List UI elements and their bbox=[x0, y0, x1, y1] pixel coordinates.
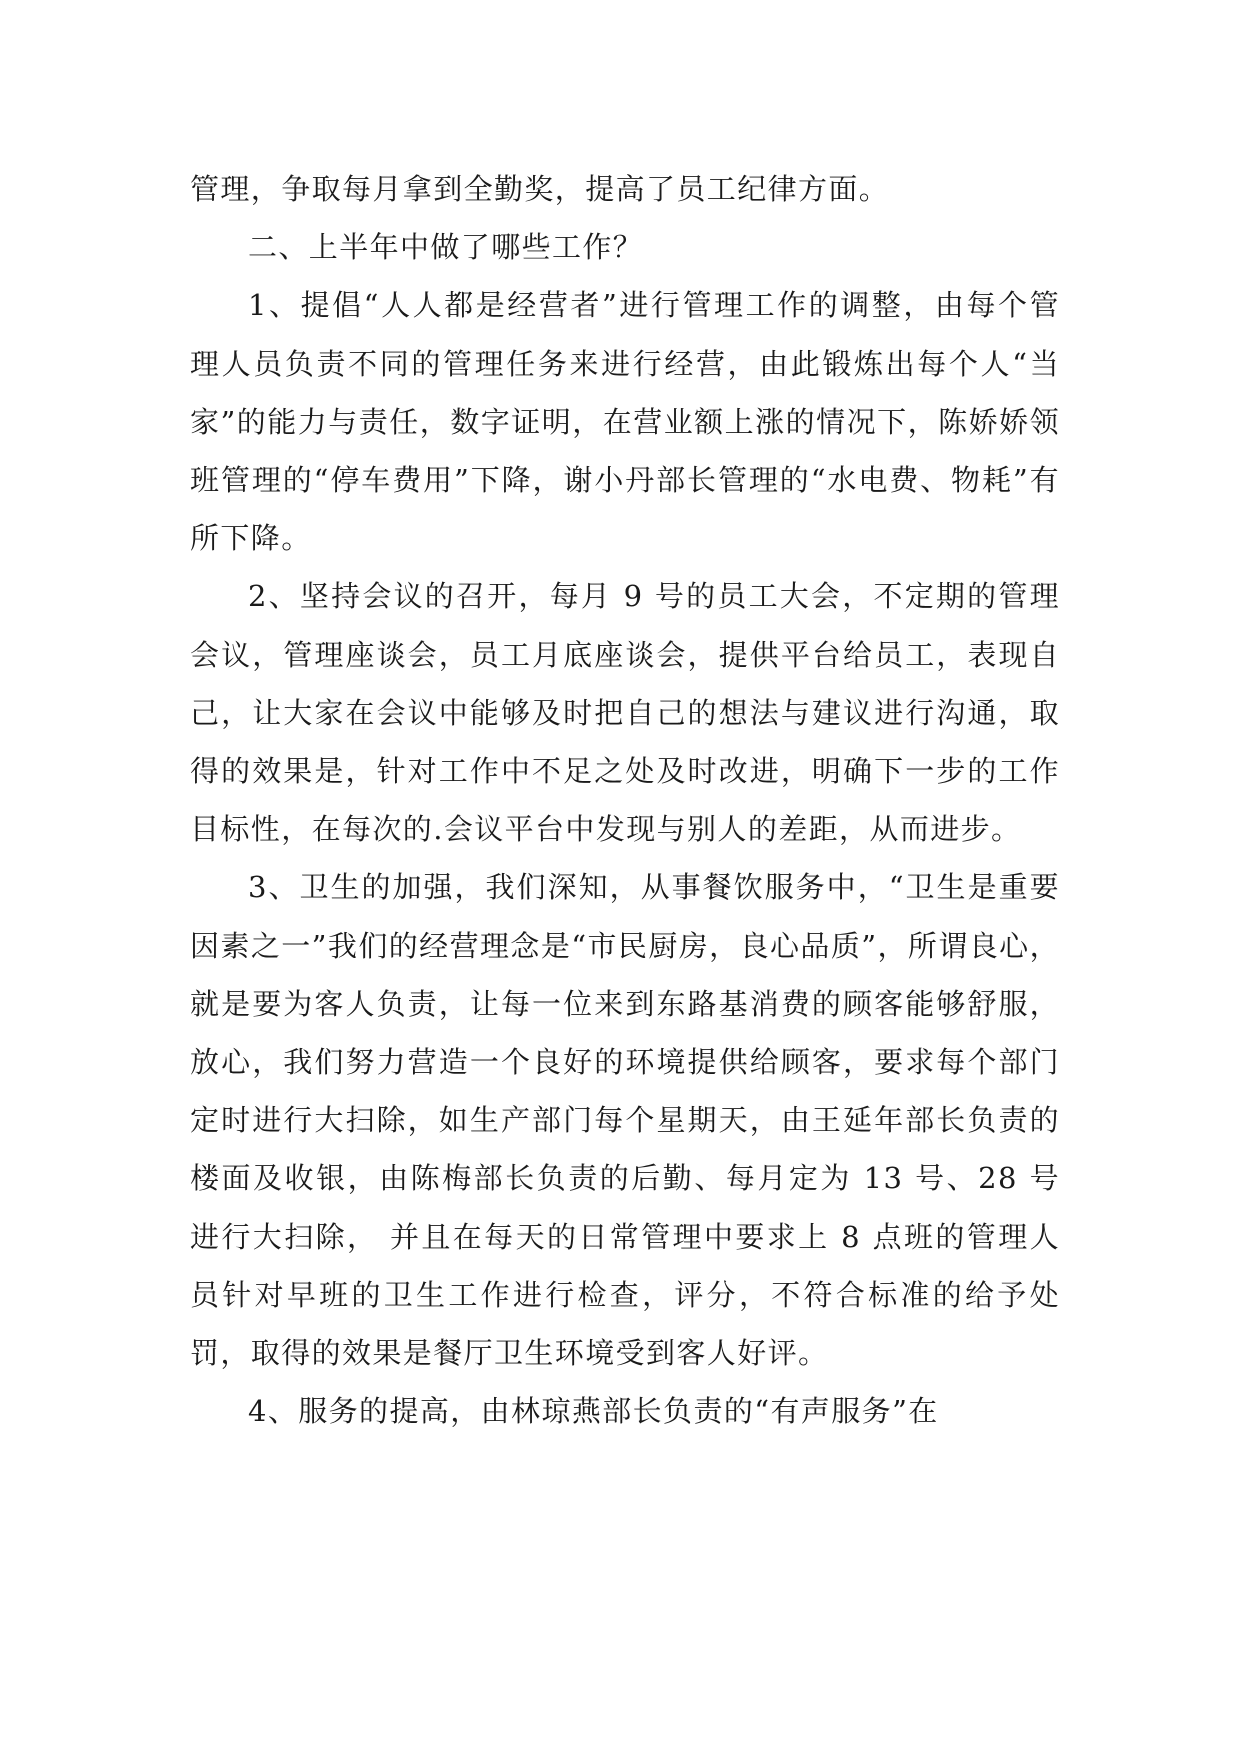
section-heading: 二、上半年中做了哪些工作？ bbox=[248, 230, 644, 265]
paragraph-item-2: 2、坚持会议的召开，每月 9 号的员工大会，不定期的管理会议，管理座谈会，员工月底座谈会，提供平台给员工，表现自己，让大家在会议中能够及时把自己的想法与建议进行沟通，取得的效果是，针对工作中不足之处及时改进，明确下一步的工作目标性，在每次的.会议平台中发现与别人的差距，从而进步。 bbox=[190, 579, 1060, 847]
paragraph-item-1: 1、提倡“人人都是经营者”进行管理工作的调整，由每个管理人员负责不同的管理任务来进行经营，由此锻炼出每个人“当家”的能力与责任，数字证明，在营业额上涨的情况下，陈娇娇领班管理的“停车费用”下降，谢小丹部长管理的“水电费、物耗”有所下降。 bbox=[190, 288, 1060, 556]
document-body bbox=[190, 160, 1060, 1440]
paragraph-item-3: 3、卫生的加强，我们深知，从事餐饮服务中，“卫生是重要因素之一”我们的经营理念是“市民厨房，良心品质”，所谓良心，就是要为客人负责，让每一位来到东路基消费的顾客能够舒服，放心，我们努力营造一个良好的环境提供给顾客，要求每个部门定时进行大扫除，如生产部门每个星期天，由王延年部长负责的楼面及收银，由陈梅部长负责的后勤、每月定为 13 号、28 号进行大扫除， 并且在每天的日常管理中要求上 8 点班的管理人员针对早班的卫生工作进行检查，评分，不符合标准的给予处罚，取得的效果是餐厅卫生环境受到客人好评。 bbox=[190, 870, 1060, 1371]
paragraph-item-4: 4、服务的提高，由林琼燕部长负责的“有声服务”在 bbox=[248, 1394, 939, 1429]
paragraph-continuation: 管理，争取每月拿到全勤奖，提高了员工纪律方面。 bbox=[190, 172, 890, 206]
